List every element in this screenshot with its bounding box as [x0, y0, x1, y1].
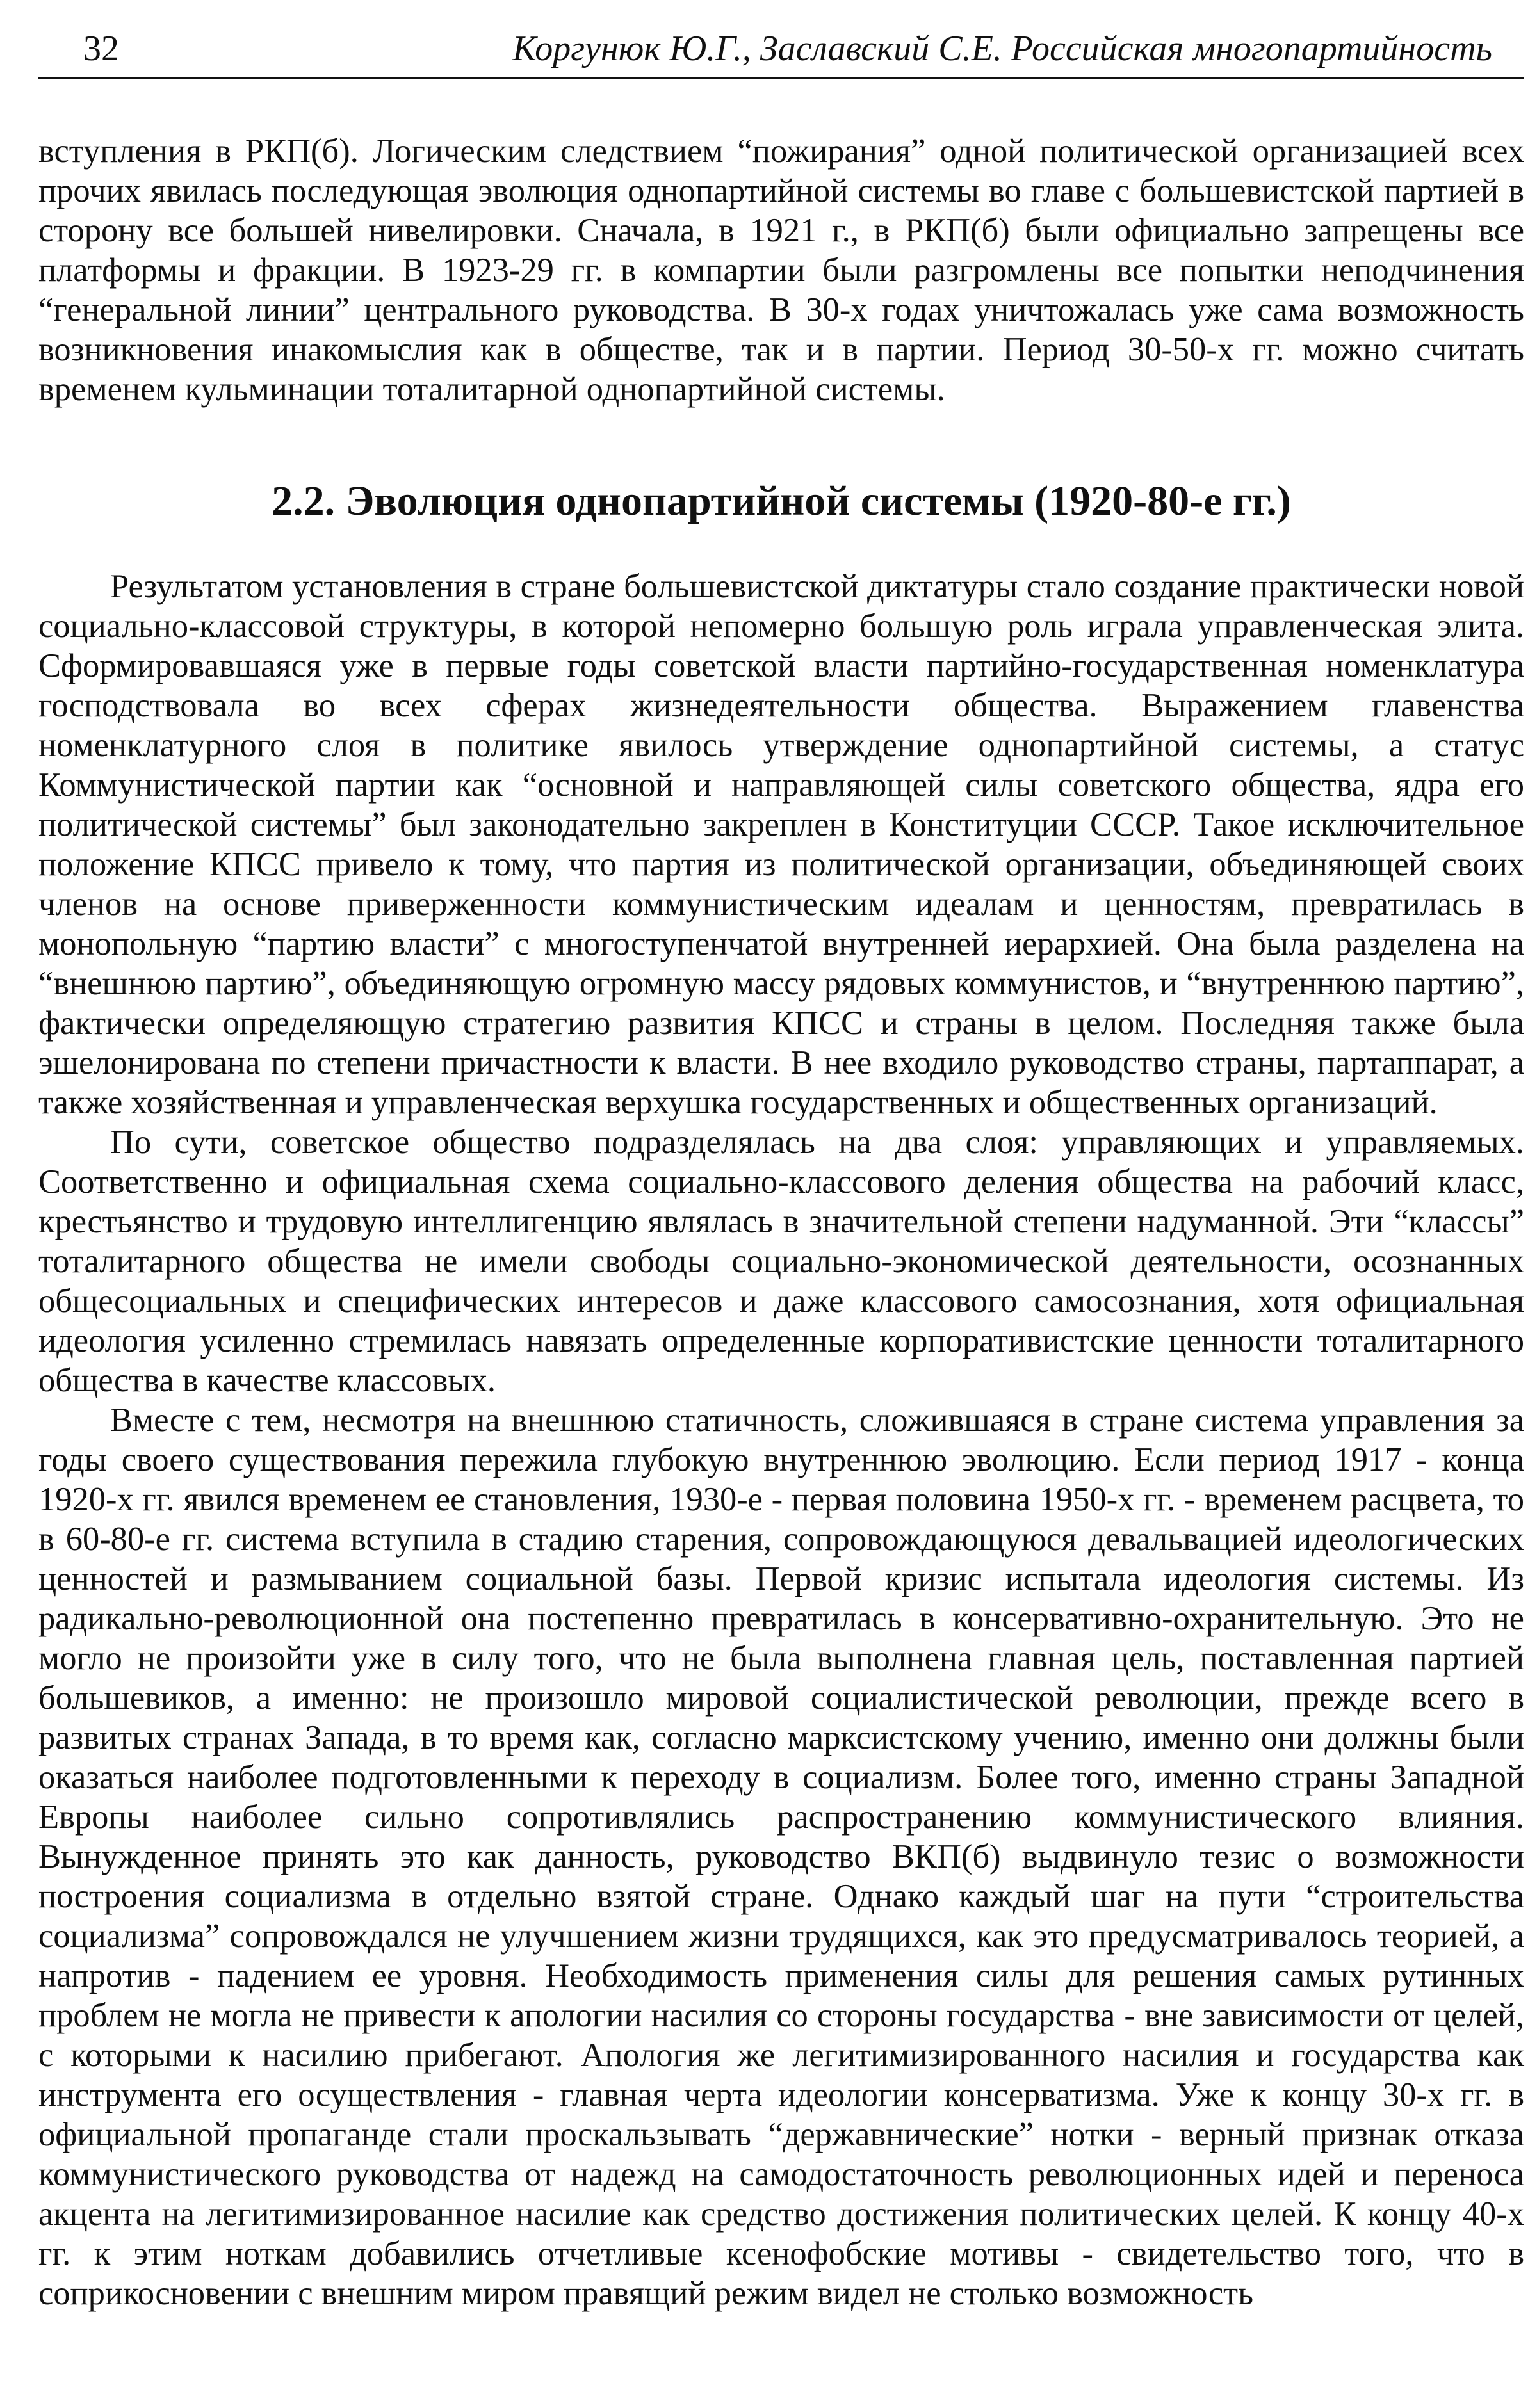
running-header	[38, 23, 1518, 74]
paragraph-2: По сути, советское общество подразделялась на два слоя: управляющих и управляемых. Соответственно и официальная схема социально-классового деления общества на рабочий класс, крестьянство и трудовую интеллигенцию являлась в значительной степени надуманной. Эти “классы” тоталитарного общества не имели свободы социально-экономической деятельности, осознанных общесоциальных и специфических интересов и даже классового самосознания, хотя официальная идеология усиленно стремилась навязать определенные корпоративистские ценности тоталитарного общества в качестве классовых.	[38, 1124, 1524, 1399]
section-heading: 2.2. Эволюция однопартийной системы (1920-80-е гг.)	[272, 478, 1291, 524]
intro-paragraph: вступления в РКП(б). Логическим следствием “пожирания” одной политической организацией всех прочих явилась последующая эволюция однопартийной системы во главе с большевистской партией в сторону все большей нивелировки. Сначала, в 1921 г., в РКП(б) были официально запрещены все платформы и фракции. В 1923-29 гг. в компартии были разгромлены все попытки неподчинения “генеральной линии” центрального руководства. В 30-х годах уничтожалась уже сама возможность возникновения инакомыслия как в обществе, так и в партии. Период 30-50-х гг. можно считать временем кульминации тоталитарной однопартийной системы.	[38, 133, 1524, 408]
intro-paragraph-block	[38, 131, 1524, 409]
body-text	[38, 567, 1524, 2313]
running-title: Коргунюк Ю.Г., Заславский С.Е. Российская многопартийность	[512, 29, 1492, 69]
header-rule	[38, 77, 1524, 79]
paragraph-3: Вместе с тем, несмотря на внешнюю статичность, сложившаяся в стране система управления за годы своего существования пережила глубокую внутреннюю эволюцию. Если период 1917 - конца 1920-х гг. явился временем ее становления, 1930-е - первая половина 1950-х гг. - временем расцвета, то в 60-80-е гг. система вступила в стадию старения, сопровождающуюся девальвацией идеологических ценностей и размыванием социальной базы. Первой кризис испытала идеология системы. Из радикально-революционной она постепенно превратилась в консервативно-охранительную. Это не могло не произойти уже в силу того, что не была выполнена главная цель, поставленная партией большевиков, а именно: не произошло мировой социалистической революции, прежде всего в развитых странах Запада, в то время как, согласно марксистскому учению, именно они должны были оказаться наиболее подготовленными к переходу в социализм. Более того, именно страны Западной Европы наиболее сильно сопротивлялись распространению коммунистического влияния. Вынужденное принять это как данность, руководство ВКП(б) выдвинуло тезис о возможности построения социализма в отдельно взятой стране. Однако каждый шаг на пути “строительства социализма” сопровождался не улучшением жизни трудящихся, как это предусматривалось теорией, а напротив - падением ее уровня. Необходимость применения силы для решения самых рутинных проблем не могла не привести к апологии насилия со стороны государства - вне зависимости от целей, с которыми к насилию прибегают. Апология же легитимизированного насилия и государства как инструмента его осуществления - главная черта идеологии консерватизма. Уже к концу 30-х гг. в официальной пропаганде стали проскальзывать “державнические” нотки - верный признак отказа коммунистического руководства от надежд на самодостаточность революционных идей и переноса акцента на легитимизированное насилие как средство достижения политических целей. К концу 40-х гг. к этим ноткам добавились отчетливые ксенофобские мотивы - свидетельство того, что в соприкосновении с внешним миром правящий режим видел не столько возможность	[38, 1402, 1524, 2312]
page-number: 32	[83, 29, 119, 69]
paragraph-1: Результатом установления в стране большевистской диктатуры стало создание практически новой социально-классовой структуры, в которой непомерно большую роль играла управленческая элита. Сформировавшаяся уже в первые годы советской власти партийно-государственная номенклатура господствовала во всех сферах жизнедеятельности общества. Выражением главенства номенклатурного слоя в политике явилось утверждение однопартийной системы, а статус Коммунистической партии как “основной и направляющей силы советского общества, ядра его политической системы” был законодательно закреплен в Конституции СССР. Такое исключительное положение КПСС привело к тому, что партия из политической организации, объединяющей своих членов на основе приверженности коммунистическим идеалам и ценностям, превратилась в монопольную “партию власти” с многоступенчатой внутренней иерархией. Она была разделена на “внешнюю партию”, объединяющую огромную массу рядовых коммунистов, и “внутреннюю партию”, фактически определяющую стратегию развития КПСС и страны в целом. Последняя также была эшелонирована по степени причастности к власти. В нее входило руководство страны, партаппарат, а также хозяйственная и управленческая верхушка государственных и общественных организаций.	[38, 568, 1524, 1121]
